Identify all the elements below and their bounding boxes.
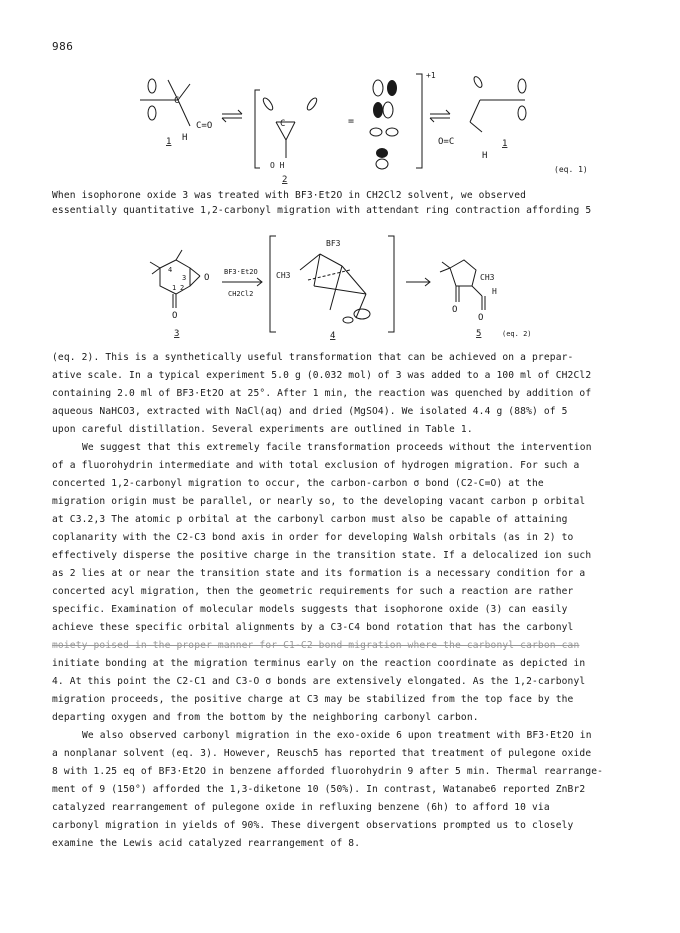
eq2-ring-2: 2 [180, 284, 185, 292]
para3-line-12: moiety poised in the proper manner for C1-C2 bond migration where the carbonyl carbon can [52, 640, 580, 651]
para3-line-16: departing oxygen and from the bottom by the neighboring carbonyl carbon. [52, 712, 479, 723]
eq2-compound-3: 3 [174, 329, 180, 339]
eq2-ch3-left: CH3 [276, 271, 291, 280]
para3-line-13: initiate bonding at the migration terminus early on the reaction coordinate as depicted in [52, 658, 586, 669]
para4-line-2: a nonplanar solvent (eq. 3). However, Reusch5 has reported that treatment of pulegone oxide [52, 748, 592, 759]
eq2-ring-3: 3 [182, 274, 187, 282]
eq2-ring-1: 1 [172, 284, 177, 292]
eq1-charge: +1 [426, 71, 436, 80]
para2-line-2: ative scale. In a typical experiment 5.0 g (0.032 mol) of 3 was added to a 100 ml of CH2Cl2 [52, 370, 592, 381]
eq1-atom-c2: C [174, 96, 180, 106]
eq1-compound-1-left: 1 [166, 137, 172, 147]
eq1-atom-h2: H [482, 151, 488, 161]
para4-line-1: We also observed carbonyl migration in the exo-oxide 6 upon treatment with BF3·Et2O in [82, 730, 592, 741]
para3-line-1: We suggest that this extremely facile transformation proceeds without the intervention [82, 442, 592, 453]
para3-line-3: concerted 1,2-carbonyl migration to occur, the carbon-carbon σ bond (C2-C=O) at the [52, 478, 544, 489]
eq2-epoxide-o: O [204, 273, 210, 283]
eq2-compound-5: 5 [476, 329, 482, 339]
eq2-carbonyl-o: O [172, 311, 178, 321]
para3-line-4: migration origin must be parallel, or nearly so, to the developing vacant carbon p orbital [52, 496, 586, 507]
para3-line-11: achieve these specific orbital alignments by a C3-C4 bond rotation that has the carbonyl [52, 622, 574, 633]
eq2-ring-4: 4 [168, 266, 173, 274]
eq2-compound-4: 4 [330, 331, 336, 341]
para1-line-1: When isophorone oxide 3 was treated with BF3·Et2O in CH2Cl2 solvent, we observed [52, 190, 527, 201]
eq2-ch3-right: CH3 [480, 273, 495, 282]
para2-line-5: upon careful distillation. Several experiments are outlined in Table 1. [52, 424, 473, 435]
eq1-equals: = [348, 116, 355, 127]
para4-line-6: carbonyl migration in yields of 90%. These divergent observations prompted us to closely [52, 820, 574, 831]
para3-line-7: effectively disperse the positive charge in the transition state. If a delocalized ion such [52, 550, 592, 561]
para2-line-1: (eq. 2). This is a synthetically useful transformation that can be achieved on a prepar- [52, 352, 574, 363]
para3-line-14: 4. At this point the C2-C1 and C3-O σ bonds are extensively elongated. As the 1,2-carbonyl [52, 676, 586, 687]
eq1-atom-oh: O H [270, 161, 285, 170]
eq1-atom-oc: O=C [438, 137, 455, 147]
para3-line-5: at C3.2,3 The atomic p orbital at the carbonyl carbon must also be capable of attaining [52, 514, 568, 525]
para4-line-5: catalyzed rearrangement of pulegone oxide in refluxing benzene (6h) to afford 10 via [52, 802, 550, 813]
para2-line-4: aqueous NaHCO3, extracted with NaCl(aq) and dried (MgSO4). We isolated 4.4 g (88%) of 5 [52, 406, 568, 417]
eq2-reagent-top: BF3·Et2O [224, 268, 258, 276]
para4-line-7: examine the Lewis acid catalyzed rearrangement of 8. [52, 838, 361, 849]
eq2-h: H [492, 287, 497, 296]
eq1-atom-co: C=O [196, 121, 213, 131]
para3-line-15: migration proceeds, the positive charge at C3 may be stabilized from the top face by the [52, 694, 574, 705]
para4-line-4: ment of 9 (150°) afforded the 1,3-diketone 10 (50%). In contrast, Watanabe6 reported ZnBr2 [52, 784, 586, 795]
para4-line-3: 8 with 1.25 eq of BF3·Et2O in benzene afforded fluorohydrin 9 after 5 min. Thermal rearrange- [52, 766, 604, 777]
eq2-o-right: O [478, 313, 484, 323]
para3-line-8: as 2 lies at or near the transition state and its formation is a necessary condition for a [52, 568, 586, 579]
para3-line-2: of a fluorohydrin intermediate and with total exclusion of hydrogen migration. For such a [52, 460, 580, 471]
para3-line-6: coplanarity with the C2-C3 bond axis in order for developing Walsh orbitals (as in 2) to [52, 532, 574, 543]
para3-line-10: specific. Examination of molecular models suggests that isophorone oxide (3) can easily [52, 604, 568, 615]
equation-1-scheme [130, 68, 600, 186]
eq2-reagent-bottom: CH2Cl2 [228, 290, 254, 298]
eq1-atom-c1: C [280, 119, 286, 129]
eq2-bf3: BF3 [326, 239, 341, 248]
eq1-label: (eq. 1) [554, 165, 588, 174]
page-number: 986 [52, 40, 74, 53]
eq1-atom-h: H [182, 133, 188, 143]
equation-2-scheme [130, 224, 570, 344]
para2-line-3: containing 2.0 ml of BF3·Et2O at 25°. After 1 min, the reaction was quenched by addition of [52, 388, 592, 399]
para1-line-2: essentially quantitative 1,2-carbonyl migration with attendant ring contraction affording 5 [52, 205, 592, 216]
para3-line-9: concerted acyl migration, then the geometric requirements for such a reaction are rather [52, 586, 574, 597]
eq1-compound-2: 2 [282, 175, 288, 185]
eq2-label: (eq. 2) [502, 330, 532, 338]
eq2-o-left: O [452, 305, 458, 315]
eq1-compound-1-right: 1 [502, 139, 508, 149]
